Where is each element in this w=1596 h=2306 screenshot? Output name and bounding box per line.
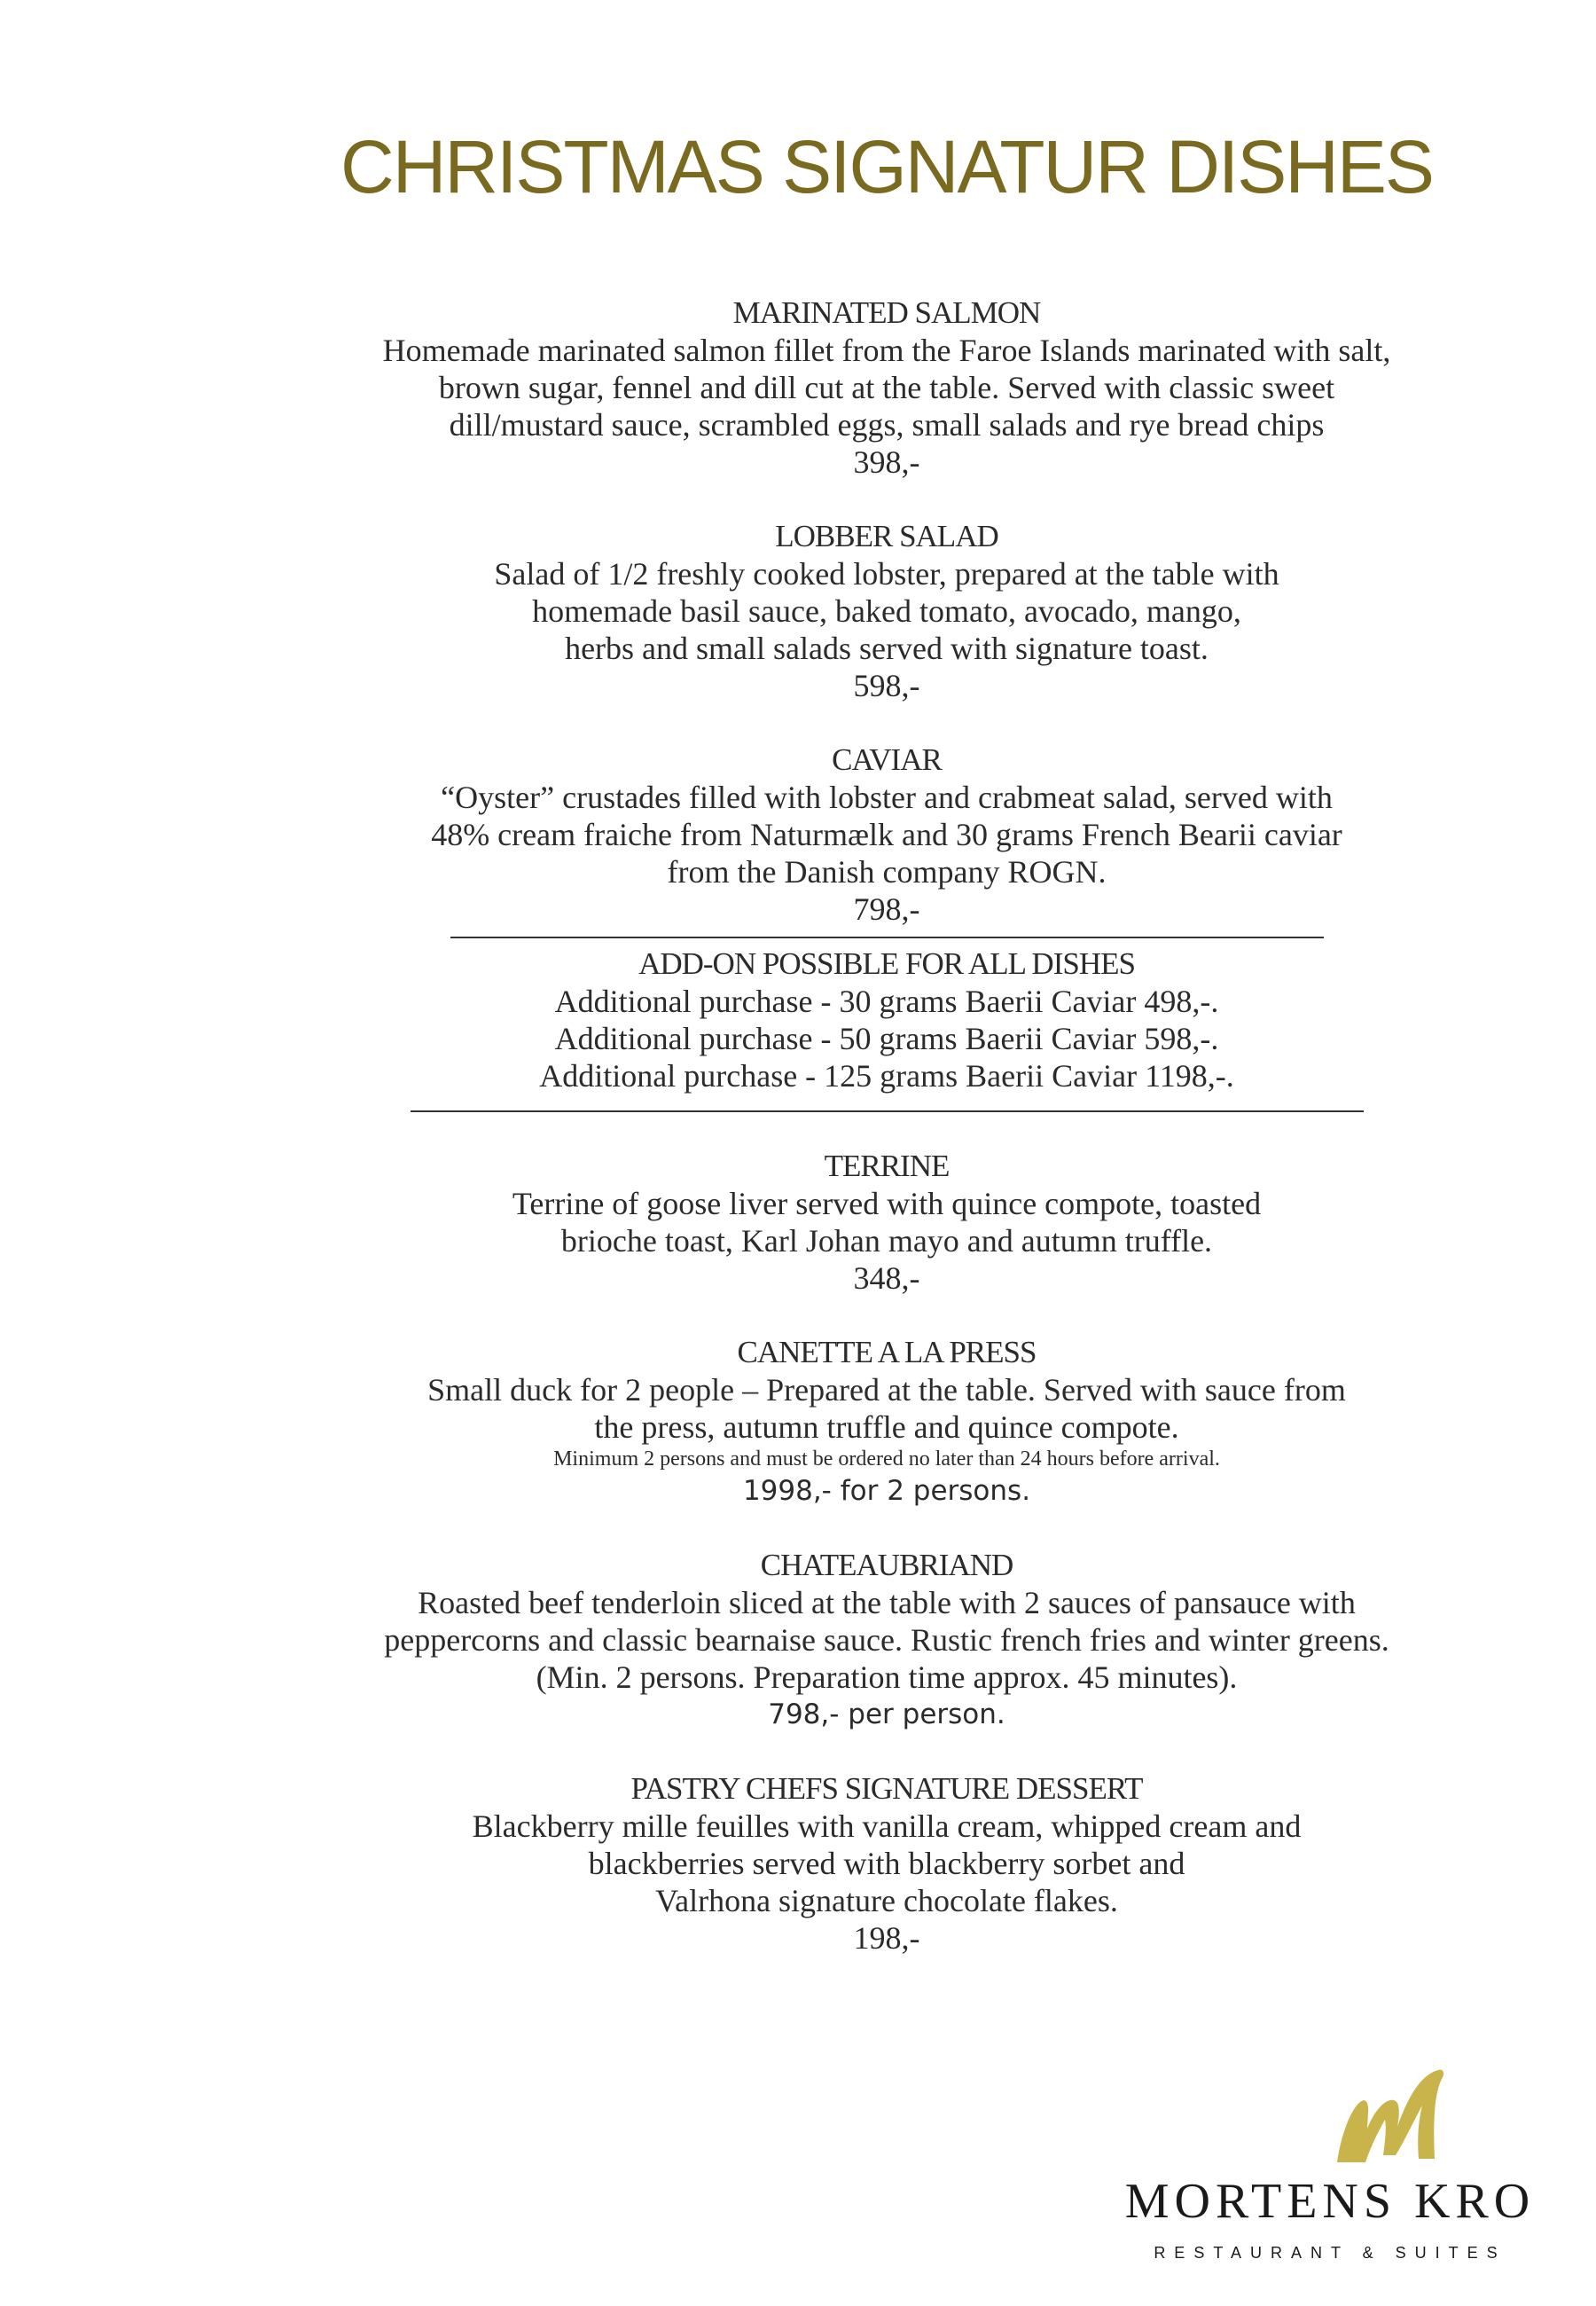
dish-description-line: the press, autumn truffle and quince compote. (594, 1409, 1179, 1445)
dish-description-line: Terrine of goose liver served with quince compote, toasted (512, 1186, 1262, 1221)
logo-name: MORTENS KRO (1124, 2174, 1536, 2229)
dish-price: 798,- per person. (768, 1698, 1005, 1730)
restaurant-logo (1117, 2067, 1543, 2297)
dish-description-line: brown sugar, fennel and dill cut at the table. Served with classic sweet (438, 370, 1335, 405)
dish-name: TERRINE (824, 1149, 950, 1183)
dish-description-line: Valrhona signature chocolate flakes. (655, 1883, 1118, 1918)
dish-price: 598,- (853, 668, 920, 703)
dish-name: LOBBER SALAD (775, 519, 998, 553)
dish-description-line: herbs and small salads served with signature toast. (565, 631, 1209, 666)
dish-description-line: Salad of 1/2 freshly cooked lobster, prepared at the table with (494, 556, 1279, 592)
dish-terrine (177, 1148, 1596, 1297)
dish-name: CAVIAR (832, 742, 942, 777)
divider-bottom (411, 1110, 1364, 1112)
addon-heading: ADD-ON POSSIBLE FOR ALL DISHES (638, 946, 1135, 981)
dish-description-line: homemade basil sauce, baked tomato, avocado, mango, (532, 593, 1241, 629)
dish-price: 798,- (853, 891, 920, 927)
dish-name: PASTRY CHEFS SIGNATURE DESSERT (630, 1771, 1143, 1806)
dish-description-line: Roasted beef tenderloin sliced at the table with 2 sauces of pansauce with (418, 1585, 1356, 1620)
dish-description-line: Small duck for 2 people – Prepared at the table. Served with sauce from (427, 1372, 1346, 1408)
m-brushstroke-logo-icon (1330, 2067, 1445, 2164)
dish-description-line: “Oyster” crustades filled with lobster and crabmeat salad, served with (441, 780, 1333, 815)
dish-price: 1998,- for 2 persons. (742, 1475, 1031, 1507)
dish-price: 198,- (853, 1920, 920, 1956)
dish-description-line: dill/mustard sauce, scrambled eggs, small salads and rye bread chips (449, 407, 1325, 443)
dish-marinated-salmon (177, 294, 1596, 481)
addon-line: Additional purchase - 50 grams Baerii Caviar 598,-. (554, 1021, 1219, 1056)
menu-list (177, 294, 1596, 1994)
dish-description-line: (Min. 2 persons. Preparation time approx. 45 minutes). (536, 1659, 1238, 1695)
page-title: CHRISTMAS SIGNATUR DISHES (340, 125, 1433, 208)
dish-description-line: brioche toast, Karl Johan mayo and autumn truffle. (560, 1223, 1213, 1259)
dish-description-line: from the Danish company ROGN. (667, 854, 1107, 890)
dish-name: CANETTE A LA PRESS (737, 1335, 1037, 1369)
dish-description-line: blackberries served with blackberry sorbet and (588, 1846, 1185, 1881)
dish-note: Minimum 2 persons and must be ordered no later than 24 hours before arrival. (553, 1447, 1220, 1471)
dish-name: MARINATED SALMON (732, 295, 1041, 330)
addon-line: Additional purchase - 30 grams Baerii Caviar 498,-. (554, 984, 1219, 1019)
dish-chateaubriand (177, 1547, 1596, 1733)
addon-line: Additional purchase - 125 grams Baerii Caviar 1198,-. (539, 1058, 1234, 1094)
addon-section (177, 945, 1596, 1094)
dish-description-line: 48% cream fraiche from Naturmælk and 30 grams French Bearii caviar (431, 817, 1342, 852)
dish-caviar (177, 741, 1596, 928)
dish-canette-a-la-press (177, 1334, 1596, 1510)
dish-name: CHATEAUBRIAND (760, 1548, 1013, 1582)
logo-subtitle: RESTAURANT & SUITES (1154, 2244, 1506, 2262)
dish-description-line: Homemade marinated salmon fillet from the Faroe Islands marinated with salt, (382, 333, 1391, 368)
dish-price: 348,- (853, 1260, 920, 1296)
dish-description-line: peppercorns and classic bearnaise sauce. Rustic french fries and winter greens. (384, 1622, 1389, 1658)
dish-price: 398,- (853, 444, 920, 480)
divider-top (450, 937, 1324, 938)
dish-description-line: Blackberry mille feuilles with vanilla cream, whipped cream and (472, 1808, 1302, 1844)
dish-lobber-salad (177, 518, 1596, 704)
dish-pastry-chefs-signature-dessert (177, 1770, 1596, 1957)
